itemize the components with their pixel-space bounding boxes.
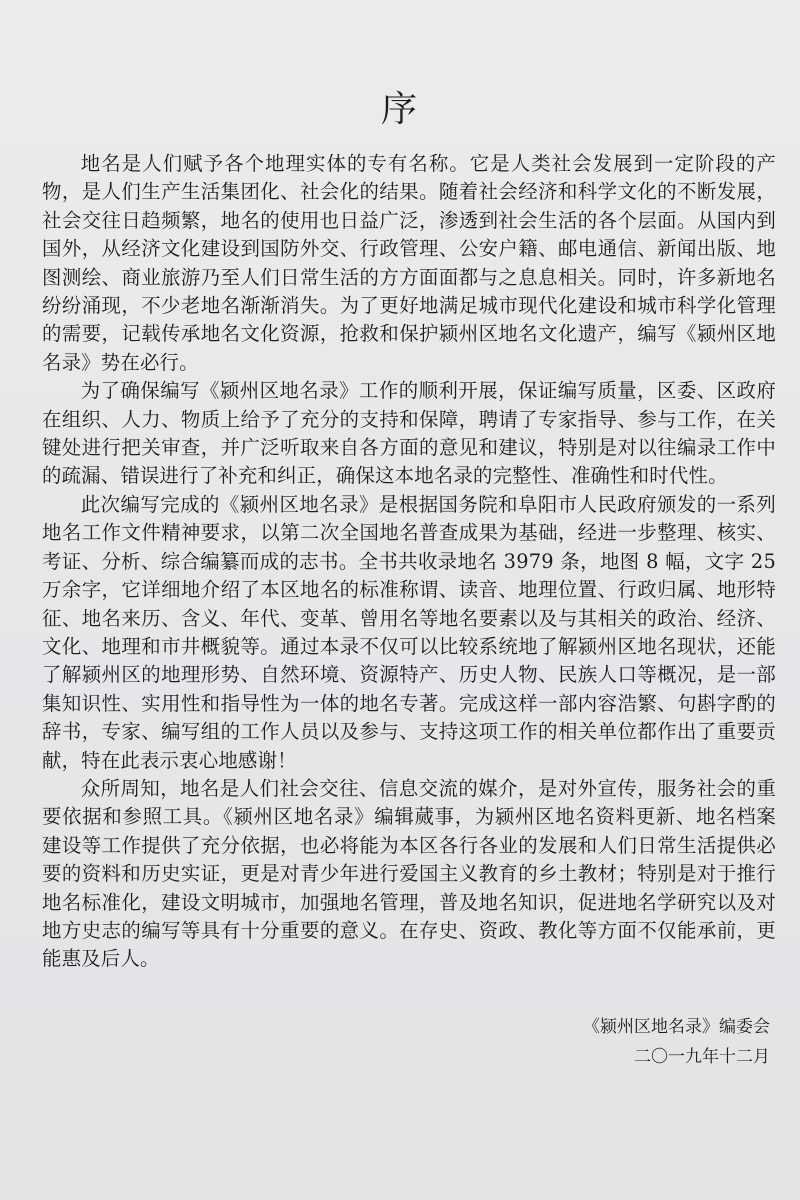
- paragraph-1: 地名是人们赋予各个地理实体的专有名称。它是人类社会发展到一定阶段的产物，是人们生产生活集团化、社会化的结果。随着社会经济和科学文化的不断发展，社会交往日趋频繁，地名的使用也日益广泛，渗透到社会生活的各个层面。从国内到国外，从经济文化建设到国防外交、行政管理、公安户籍、邮电通信、新闻出版、地图测绘、商业旅游乃至人们日常生活的方方面面都与之息息相关。同时，许多新地名纷纷涌现，不少老地名渐渐消失。为了更好地满足城市现代化建设和城市科学化管理的需要，记载传承地名文化资源，抢救和保护颍州区地名文化遗产，编写《颍州区地名录》势在必行。: [42, 152, 776, 374]
- preface-body: [42, 150, 776, 974]
- paragraph-4: 众所周知，地名是人们社会交往、信息交流的媒介，是对外宣传，服务社会的重要依据和参照工具。《颍州区地名录》编辑蒇事，为颍州区地名资料更新、地名档案建设等工作提供了充分依据，也必将能为本区各行各业的发展和人们日常生活提供必要的资料和历史实证，更是对青少年进行爱国主义教育的乡土教材；特别是对于推行地名标准化，建设文明城市，加强地名管理，普及地名知识，促进地名学研究以及对地方史志的编写等具有十分重要的意义。在存史、资政、教化等方面不仅能承前，更能惠及后人。: [42, 776, 776, 971]
- paragraph-3: 此次编写完成的《颍州区地名录》是根据国务院和阜阳市人民政府颁发的一系列地名工作文件精神要求，以第二次全国地名普查成果为基础，经进一步整理、核实、考证、分析、综合编纂而成的志书。全书共收录地名 3979 条，地图 8 幅，文字 25 万余字，它详细地介绍了本区地名的标准称谓、读音、地理位置、行政归属、地形特征、地名来历、含义、年代、变革、曾用名等地名要素以及与其相关的政治、经济、文化、地理和市井概貌等。通过本录不仅可以比较系统地了解颍州区地名现状，还能了解颍州区的地理形势、自然环境、资源特产、历史人物、民族人口等概况，是一部集知识性、实用性和指导性为一体的地名专著。完成这样一部内容浩繁、句斟字酌的辞书，专家、编写组的工作人员以及参与、支持这项工作的相关单位都作出了重要贡献，特在此表示衷心地感谢！: [42, 492, 776, 772]
- page-title: 序: [380, 89, 419, 130]
- signature-date: 二〇一九年十二月: [634, 1047, 770, 1067]
- signature-block: [583, 1012, 770, 1072]
- signature-organization: 《颍州区地名录》编委会: [583, 1017, 770, 1037]
- paragraph-2: 为了确保编写《颍州区地名录》工作的顺利开展，保证编写质量，区委、区政府在组织、人力、物质上给予了充分的支持和保障，聘请了专家指导、参与工作，在关键处进行把关审查，并广泛听取来自各方面的意见和建议，特别是对以往编录工作中的疏漏、错误进行了补充和纠正，确保这本地名录的完整性、准确性和时代性。: [42, 379, 776, 488]
